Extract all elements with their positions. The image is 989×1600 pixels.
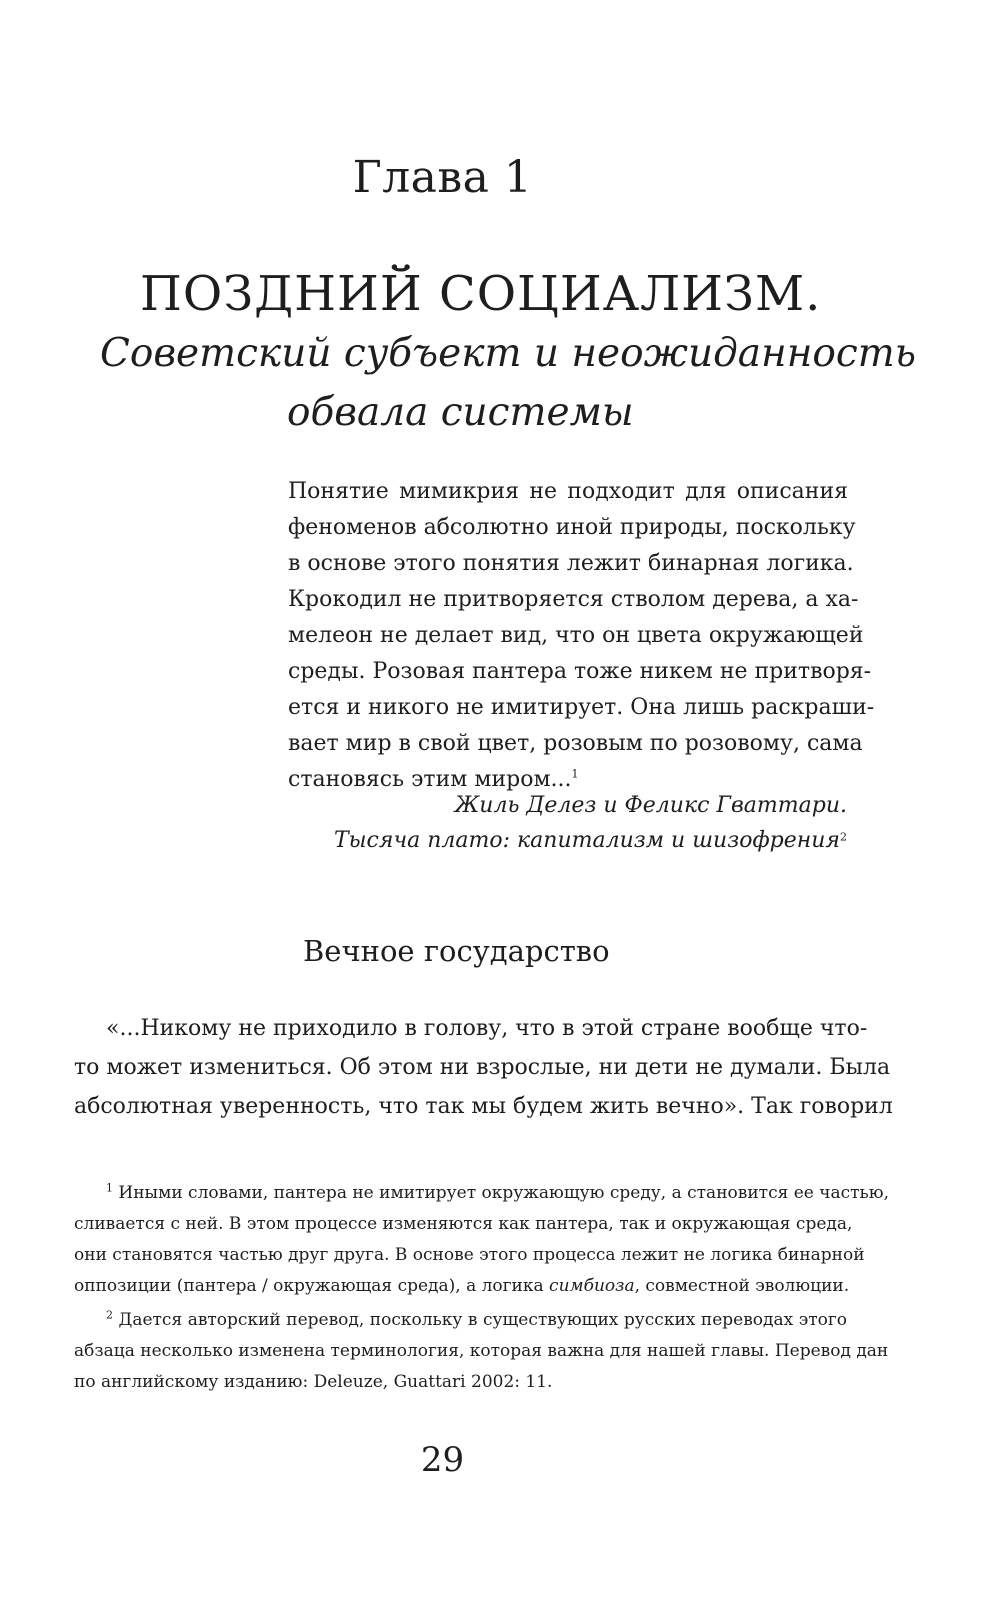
footnote-italic-term: симбиоза: [549, 1276, 635, 1296]
footnote-2-line: абзаца несколько изменена терминология, которая важна для нашей главы. Перевод дан: [74, 1341, 889, 1361]
epigraph-source-text: Тысяча плато: капитализм и шизофрения: [333, 828, 840, 853]
footnote-2-line: по английскому изданию: Deleuze, Guattari 2002: 11.: [74, 1372, 553, 1392]
epigraph-line: феноменов абсолютно иной природы, поскольку: [288, 515, 856, 540]
body-line: «...Никому не приходило в голову, что в этой стране вообще что-: [106, 1016, 868, 1041]
epigraph-author: [455, 788, 847, 824]
epigraph-line: ется и никого не имитирует. Она лишь раскраши-: [288, 695, 875, 720]
epigraph-line: Крокодил не притворяется стволом дерева, а ха-: [288, 587, 859, 612]
body-line: абсолютная уверенность, что так мы будем жить вечно». Так говорил: [74, 1094, 893, 1119]
body-line: то может измениться. Об этом ни взрослые, ни дети не думали. Была: [74, 1055, 891, 1080]
epigraph-line: среды. Розовая пантера тоже никем не притворя-: [288, 659, 872, 684]
footnote-1-line: сливается с ней. В этом процессе изменяются как пантера, так и окружающая среда,: [74, 1214, 853, 1234]
footnote-1-line: [74, 1178, 890, 1209]
epigraph-line: в основе этого понятия лежит бинарная логика.: [288, 551, 854, 576]
footnote-text: Иными словами, пантера не имитирует окружающую среду, а становится ее частью,: [118, 1183, 890, 1203]
footnote-number: 2: [106, 1308, 113, 1322]
footnote-1-line: они становятся частью друг друга. В основе этого процесса лежит не логика бинарной: [74, 1245, 865, 1265]
epigraph-line: Понятие мимикрия не подходит для описания: [288, 479, 848, 504]
footnote-ref-1[interactable]: 1: [571, 767, 579, 781]
page-number: 29: [420, 1440, 465, 1480]
epigraph-author-text: Жиль Делез и Феликс Гваттари.: [454, 793, 847, 818]
footnote-text: , совместной эволюции.: [634, 1276, 850, 1296]
section-heading: Вечное государство: [303, 934, 610, 968]
chapter-label: Глава 1: [352, 152, 533, 203]
chapter-subtitle-line: Советский субъект и неожиданность: [100, 331, 916, 376]
chapter-subtitle-line: обвала системы: [287, 390, 634, 435]
chapter-title: ПОЗДНИЙ СОЦИАЛИЗМ.: [140, 266, 822, 322]
footnote-text: оппозиции (пантера / окружающая среда), а логика: [74, 1276, 550, 1296]
footnote-1-line: [74, 1271, 850, 1302]
footnote-ref-2[interactable]: 2: [840, 830, 847, 844]
footnote-2-line: [74, 1305, 847, 1336]
epigraph-source: [334, 828, 847, 853]
footnote-text: Дается авторский перевод, поскольку в существующих русских переводах этого: [118, 1310, 848, 1330]
epigraph-line: мелеон не делает вид, что он цвета окружающей: [288, 623, 864, 648]
epigraph-line-text: становясь этим миром...: [288, 767, 572, 792]
epigraph-line: вает мир в свой цвет, розовым по розовому, сама: [288, 731, 863, 756]
footnote-number: 1: [106, 1181, 113, 1195]
